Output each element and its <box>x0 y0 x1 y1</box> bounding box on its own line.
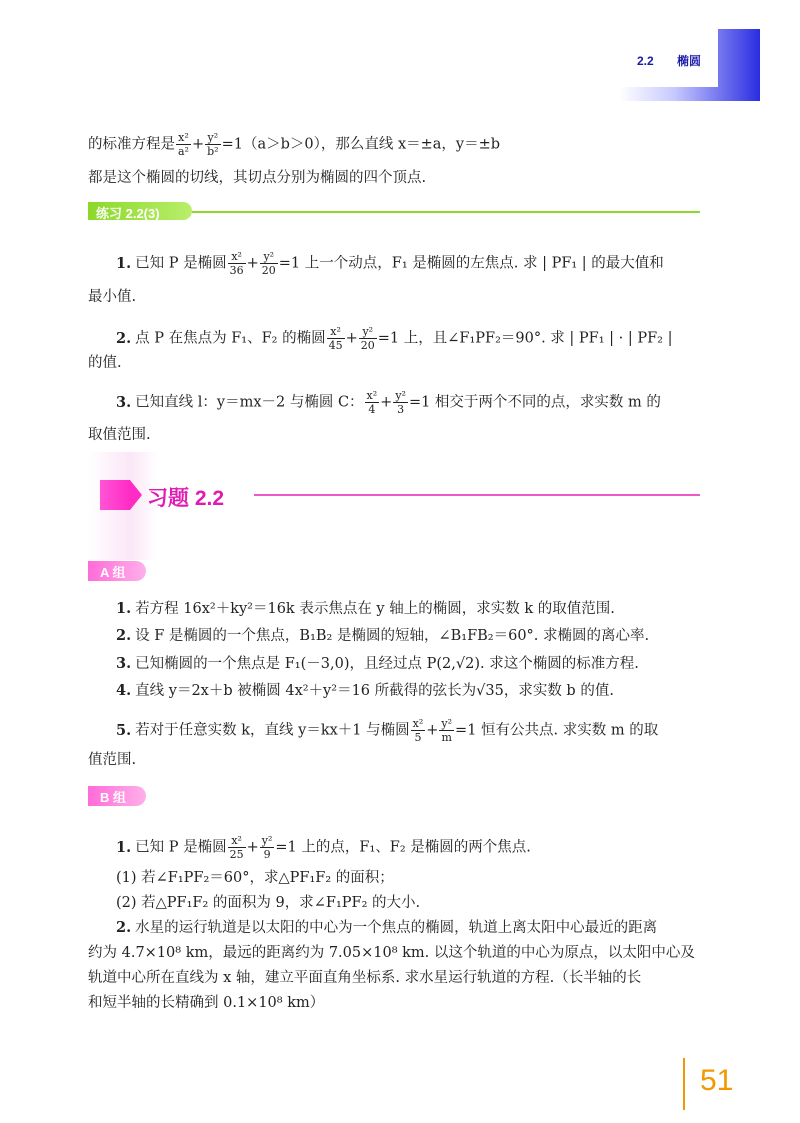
section-header-tab <box>100 480 130 510</box>
problem-a3: 3. 已知椭圆的一个焦点是 F₁(－3,0)，且经过点 P(2,√2). 求这个椭圆的标准方程. <box>116 655 639 672</box>
problem-a2: 2. 设 F 是椭圆的一个焦点，B₁B₂ 是椭圆的短轴，∠B₁FB₂＝60°. 求椭圆的离心率. <box>116 627 650 644</box>
exercise-q3: 3. 已知直线 l：y＝mx－2 与椭圆 C： $\frac{\text{x²}}{4}$ + $\frac{\text{y²}}{3}$ =1 相交于两个不同的点，求实数 m 的 <box>116 389 661 416</box>
exercise-q3-cont: 取值范围. <box>88 427 151 443</box>
section-arrow-icon <box>130 480 142 510</box>
exercise-q2-cont: 的值. <box>88 355 122 371</box>
problem-b2-line2: 约为 4.7×10⁸ km，最远的距离约为 7.05×10⁸ km. 以这个轨道的中心为原点，以太阳中心及 <box>88 945 695 961</box>
problem-b2-line4: 和短半轴的长精确到 0.1×10⁸ km） <box>88 995 325 1011</box>
group-b-badge: B 组 <box>88 786 146 806</box>
fraction: $\frac{\text{x²}}{\text{a²}}$ <box>178 131 189 158</box>
exercise-q1-cont: 最小值. <box>88 289 137 305</box>
exercise-q1: 1. 已知 P 是椭圆 $\frac{\text{x²}}{36}$ + $\frac{\text{y²}}{20}$ =1 上一个动点，F₁ 是椭圆的左焦点. 求 | PF₁ | 的最大值和 <box>116 250 664 277</box>
intro-line-1: 的标准方程是 $\frac{\text{x²}}{\text{a²}}$ + $\frac{\text{y²}}{\text{b²}}$ =1（a＞b＞0），那么直线 x＝±a，y＝±b <box>88 131 501 158</box>
page-number: 51 <box>700 1064 734 1097</box>
problem-a5-cont: 值范围. <box>88 752 137 768</box>
intro-line-2: 都是这个椭圆的切线，其切点分别为椭圆的四个顶点. <box>88 170 427 186</box>
fraction: $\frac{\text{y²}}{\text{b²}}$ <box>207 131 219 158</box>
page-number-rule <box>683 1058 685 1110</box>
group-a-badge: A 组 <box>88 561 146 581</box>
exercise-title: 练习 2.2(3) <box>96 206 160 221</box>
section-title: 椭圆 <box>677 54 702 68</box>
problem-a5: 5. 若对于任意实数 k，直线 y＝kx＋1 与椭圆 $\frac{\text{x²}}{5}$ + $\frac{\text{y²}}{m}$ =1 恒有公共点. 求实数 m 的取 <box>116 717 659 744</box>
exercise-q2: 2. 点 P 在焦点为 F₁、F₂ 的椭圆 $\frac{\text{x²}}{45}$ + $\frac{\text{y²}}{20}$ =1 上，且∠F₁PF₂＝90°. 求 | PF₁ | · | PF₂ | <box>116 325 673 352</box>
section-number: 2.2 <box>637 54 654 68</box>
exercise-divider <box>192 211 700 213</box>
problems-divider <box>254 494 700 496</box>
problem-a1: 1. 若方程 16x²＋ky²＝16k 表示焦点在 y 轴上的椭圆，求实数 k 的取值范围. <box>116 600 615 617</box>
problem-b1-part1: (1) 若∠F₁PF₂＝60°，求△PF₁F₂ 的面积； <box>116 870 394 886</box>
problem-b2-line3: 轨道中心所在直线为 x 轴，建立平面直角坐标系. 求水星运行轨道的方程.（长半轴的长 <box>88 970 642 986</box>
problem-a4: 4. 直线 y＝2x＋b 被椭圆 4x²＋y²＝16 所截得的弦长为√35，求实数 b 的值. <box>116 682 614 699</box>
problem-b1: 1. 已知 P 是椭圆 $\frac{\text{x²}}{25}$ + $\frac{\text{y²}}{9}$ =1 上的点，F₁、F₂ 是椭圆的两个焦点. <box>116 834 531 861</box>
problem-b1-part2: (2) 若△PF₁F₂ 的面积为 9，求∠F₁PF₂ 的大小. <box>116 895 421 911</box>
problem-b2: 2. 水星的运行轨道是以太阳的中心为一个焦点的椭圆，轨道上离太阳中心最近的距离 <box>116 919 658 936</box>
running-header <box>637 52 721 69</box>
problems-title: 习题 2.2 <box>147 487 225 510</box>
